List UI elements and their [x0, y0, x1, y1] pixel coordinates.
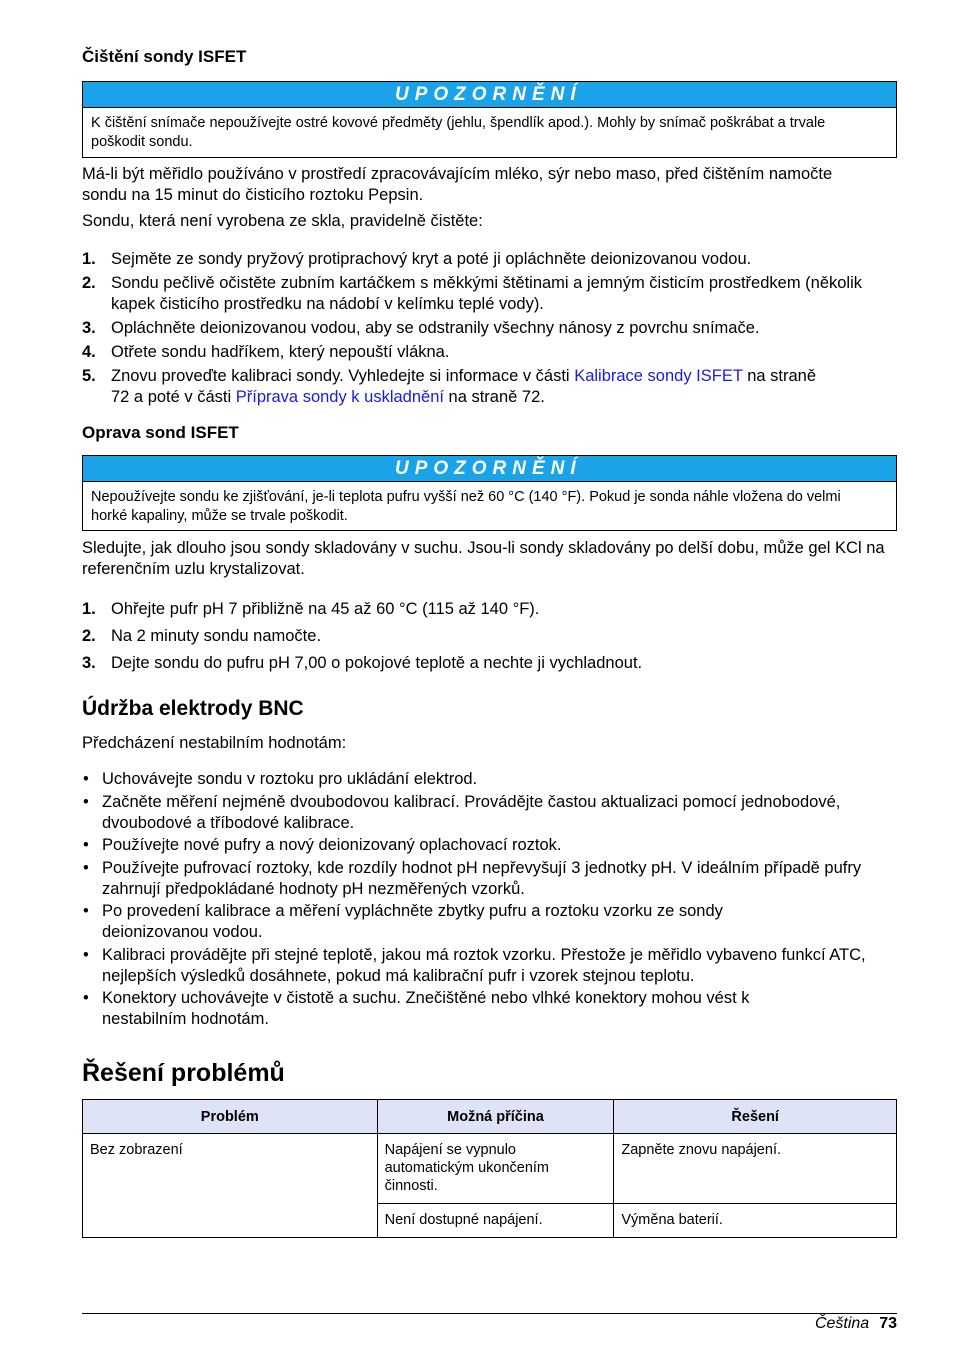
list-item: 1. Ohřejte pufr pH 7 přibližně na 45 až 60 °C (115 až 140 °F).: [82, 600, 540, 618]
table-header-row: [83, 1100, 897, 1134]
cause-cell: Napájení se vypnulo automatickým ukončením činnosti.: [377, 1134, 614, 1204]
paragraph-kcl: Sledujte, jak dlouho jsou sondy skladovány v suchu. Jsou-li sondy skladovány po delší dobu, může gel KCl na referenčním uzlu krystalizovat.: [82, 539, 885, 578]
list-item: • Začněte měření nejméně dvoubodovou kalibrací. Provádějte častou aktualizaci pomocí jednobodové, dvoubodové a tříbodové kalibrace.: [83, 792, 841, 832]
list-item: 2. Sondu pečlivě očistěte zubním kartáčkem s měkkými štětinami a jemným čisticím prostředkem (několik kapek čisticího prostředku na nádobí v kelímku teplé vody).: [82, 274, 862, 313]
list-item: • Používejte nové pufry a nový deionizovaný oplachovací roztok.: [83, 836, 562, 854]
list-item: • Uchovávejte sondu v roztoku pro ukládání elektrod.: [83, 770, 478, 788]
list-item: 3. Opláchněte deionizovanou vodou, aby se odstranily všechny nánosy z povrchu snímače.: [82, 319, 760, 337]
table-row: [83, 1134, 897, 1204]
link-priprava-sondy[interactable]: Příprava sondy k uskladnění: [235, 388, 444, 406]
repair-steps: [82, 599, 897, 674]
heading-repair-isfet: Oprava sond ISFET: [82, 423, 239, 442]
list-item: 4. Otřete sondu hadříkem, který nepouští vlákna.: [82, 343, 450, 361]
footer-language: Čeština: [814, 1315, 870, 1332]
list-item: • Používejte pufrovací roztoky, kde rozdíly hodnot pH nepřevyšují 3 jednotky pH. V ideálním případě pufry zahrnují předpokládané hodnoty pH nezměřených vzorků.: [83, 858, 862, 898]
warning-text: K čištění snímače nepoužívejte ostré kovové předměty (jehlu, špendlík apod.). Mohly by snímač poškrábat a trvale poškodit sondu.: [91, 115, 826, 150]
footer-divider: [82, 1313, 897, 1314]
heading-cleaning-isfet: Čištění sondy ISFET: [82, 47, 247, 66]
page-number: 73: [879, 1315, 897, 1332]
troubleshooting-table: [82, 1099, 897, 1238]
list-item: 5. Znovu proveďte kalibraci sondy. Vyhledejte si informace v části Kalibrace sondy ISFET na straně 72 a poté v části Příprava sondy k uskladnění na straně 72.: [82, 367, 817, 406]
warning-title: UPOZORNĚNÍ: [83, 82, 896, 108]
link-kalibrace-isfet[interactable]: Kalibrace sondy ISFET: [574, 367, 743, 385]
paragraph-pepsin: Má-li být měřidlo používáno v prostředí zpracovávajícím mléko, sýr nebo maso, před čištěním namočte sondu na 15 minut do čisticího roztoku Pepsin.: [82, 165, 833, 204]
list-item: 1. Sejměte ze sondy pryžový protiprachový kryt a poté ji opláchněte deionizovanou vodou.: [82, 250, 752, 268]
paragraph-intro: Předcházení nestabilním hodnotám:: [82, 734, 347, 752]
list-item: • Kalibraci provádějte při stejné teplotě, jakou má roztok vzorku. Přestože je měřidlo vybaveno funkcí ATC, nejlepších výsledků dosáhnete, pokud má kalibrační pufr i vzorek stejnou teplotu.: [83, 945, 866, 985]
solution-cell: Zapněte znovu napájení.: [614, 1134, 897, 1204]
cleaning-steps: [82, 249, 897, 408]
column-header: Možná příčina: [377, 1100, 614, 1134]
warning-box-cleaning: [82, 81, 897, 158]
list-item: 3. Dejte sondu do pufru pH 7,00 o pokojové teplotě a nechte ji vychladnout.: [82, 654, 643, 672]
list-item: • Konektory uchovávejte v čistotě a suchu. Znečištěné nebo vlhké konektory mohou vést k nestabilním hodnotám.: [83, 989, 750, 1028]
column-header: Řešení: [614, 1100, 897, 1134]
solution-cell: Výměna baterií.: [614, 1204, 897, 1238]
heading-bnc-maintenance: Údržba elektrody BNC: [82, 697, 304, 720]
list-item: 2. Na 2 minuty sondu namočte.: [82, 627, 322, 645]
heading-troubleshooting: Řešení problémů: [82, 1059, 285, 1087]
paragraph-non-glass: Sondu, která není vyrobena ze skla, pravidelně čistěte:: [82, 212, 483, 230]
warning-title: UPOZORNĚNÍ: [83, 456, 896, 482]
bnc-tips: [82, 769, 897, 1032]
list-item: • Po provedení kalibrace a měření vypláchněte zbytky pufru a roztoku vzorku ze sondy deionizovanou vodou.: [83, 902, 723, 941]
warning-text: Nepoužívejte sondu ke zjišťování, je-li teplota pufru vyšší než 60 °C (140 °F). Pokud je sonda náhle vložena do velmi horké kapaliny, může se trvale poškodit.: [91, 489, 841, 524]
column-header: Problém: [83, 1100, 378, 1134]
page-footer: [815, 1313, 897, 1333]
cause-cell: Není dostupné napájení.: [377, 1204, 614, 1238]
warning-box-repair: [82, 455, 897, 531]
problem-cell: Bez zobrazení: [83, 1134, 378, 1238]
